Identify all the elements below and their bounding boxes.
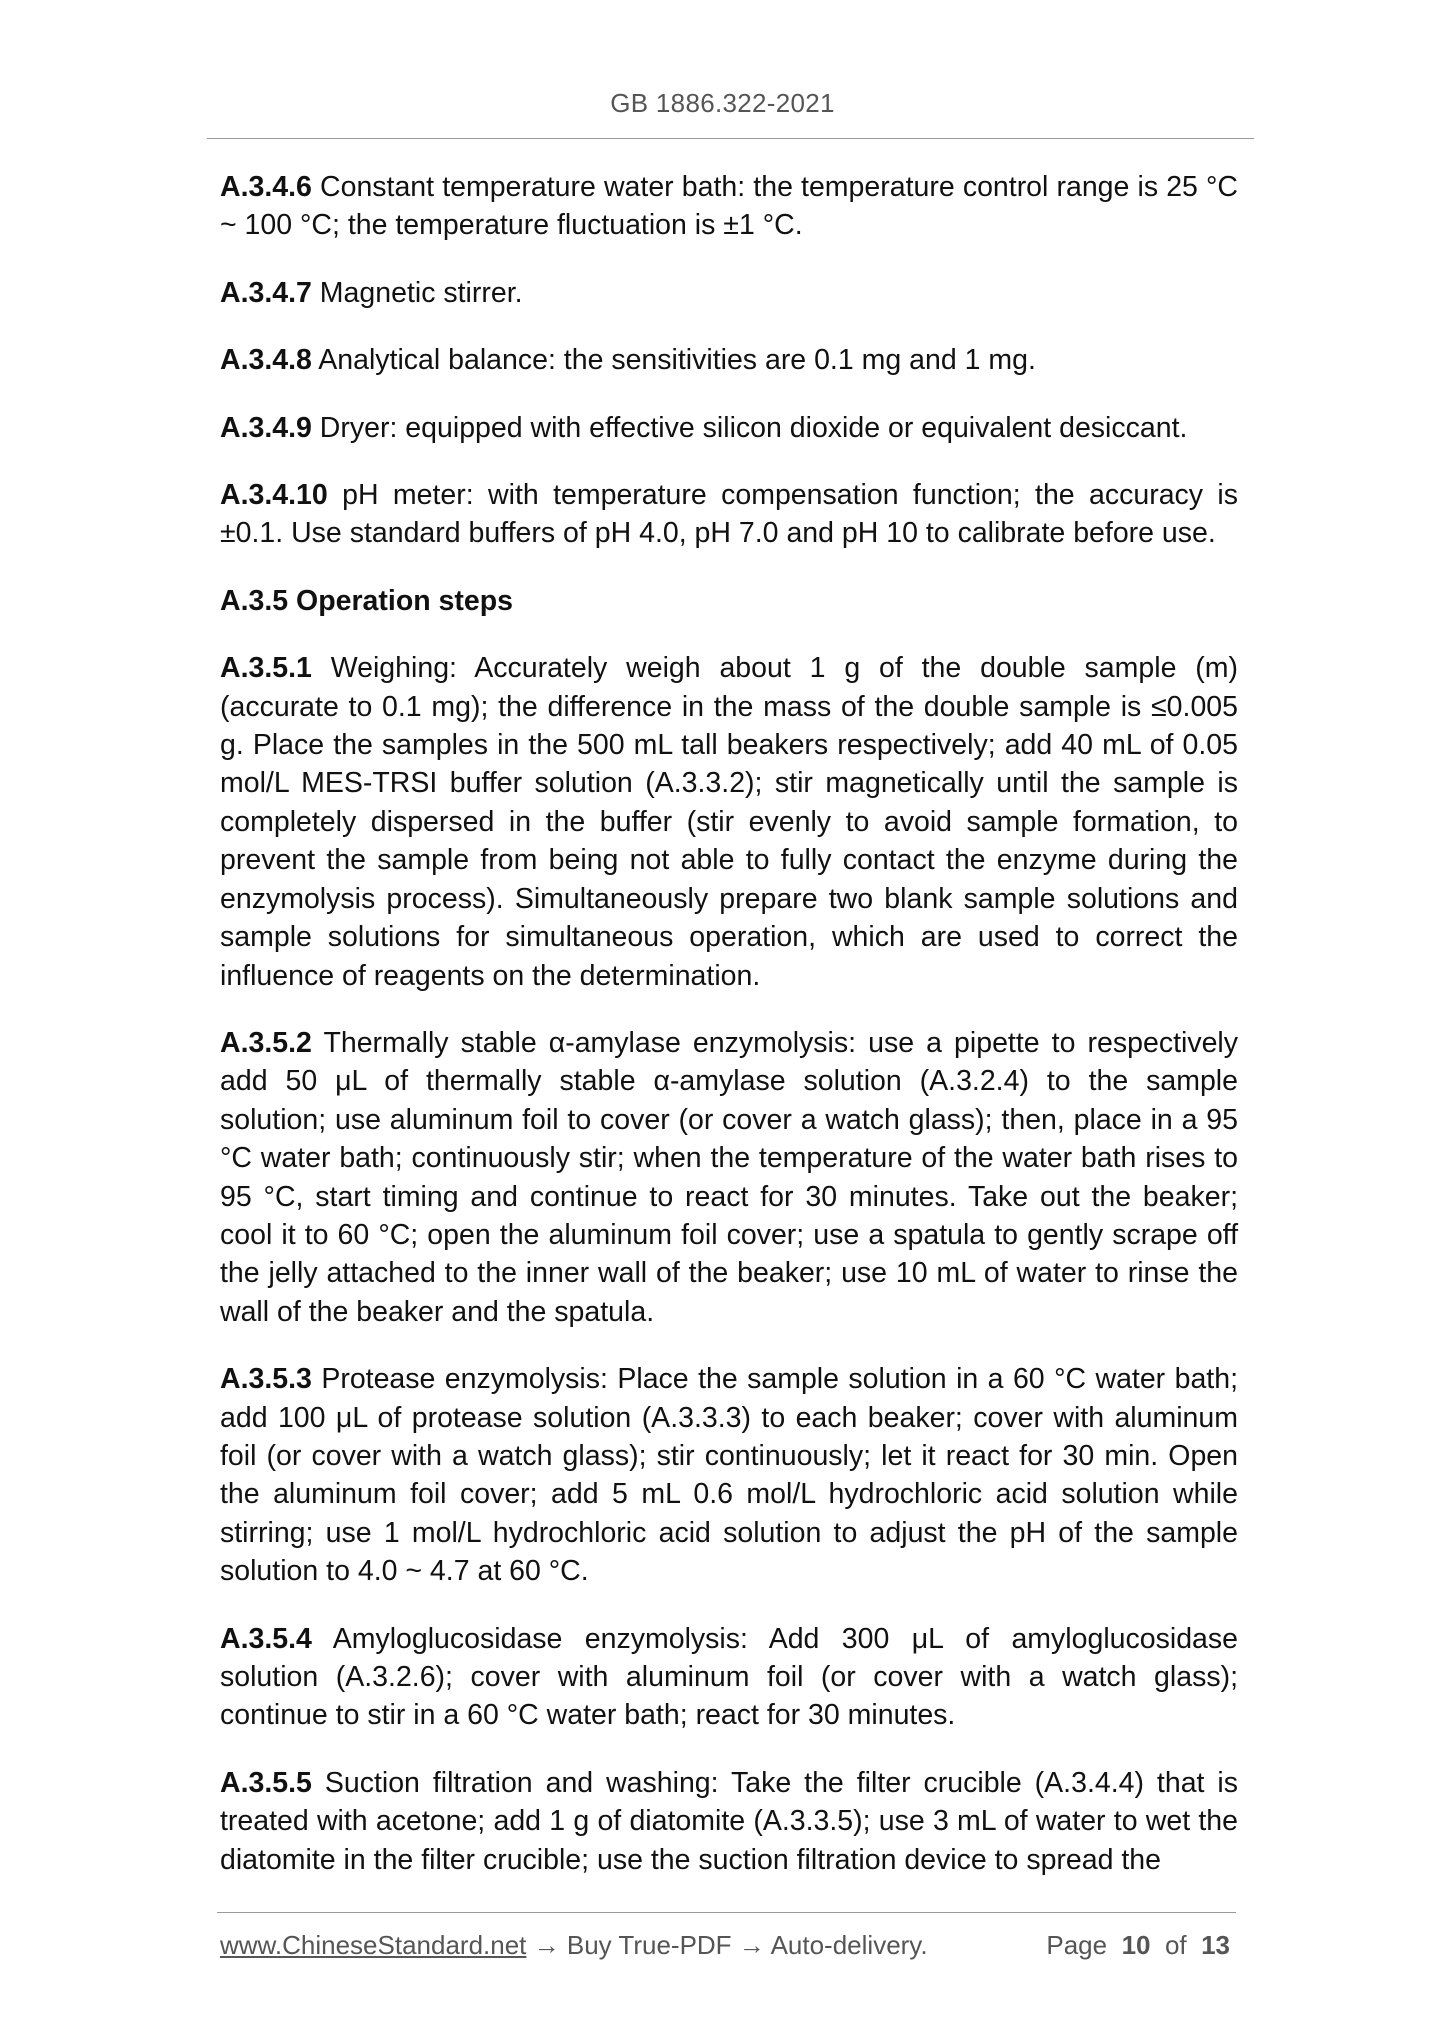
footer-promo-text: → Buy True-PDF → Auto-delivery. bbox=[526, 1930, 928, 1960]
clause-a348 bbox=[220, 341, 1238, 379]
clause-text: pH meter: with temperature compensation function; the accuracy is ±0.1. Use standard buffers of pH 4.0, pH 7.0 and pH 10 to calibrate before use. bbox=[220, 479, 1238, 550]
clause-text: Suction filtration and washing: Take the filter crucible (A.3.4.4) that is treated with acetone; add 1 g of diatomite (A.3.3.5); use 3 mL of water to wet the diatomite in the filter crucible; use the suction filtration device to spread the bbox=[220, 1766, 1238, 1876]
clause-number: A.3.4.6 bbox=[220, 171, 312, 203]
section-heading-operation-steps: A.3.5 Operation steps bbox=[220, 584, 514, 617]
clause-text: Analytical balance: the sensitivities are 0.1 mg and 1 mg. bbox=[311, 344, 1036, 377]
page-total: 13 bbox=[1201, 1930, 1230, 1960]
clause-text: Protease enzymolysis: Place the sample solution in a 60 °C water bath; add 100 μL of protease solution (A.3.3.3) to each beaker; cover with aluminum foil (or cover with a watch glass); stir continuously; let it react for 30 min. Open the aluminum foil cover; add 5 mL 0.6 mol/L hydrochloric acid solution while stirring; use 1 mol/L hydrochloric acid solution to adjust the pH of the sample solution to 4.0 ~ 4.7 at 60 °C. bbox=[220, 1363, 1238, 1588]
clause-a354 bbox=[220, 1620, 1238, 1735]
clause-text: Constant temperature water bath: the temperature control range is 25 °C ~ 100 °C; the temperature fluctuation is ±1 °C. bbox=[220, 171, 1238, 242]
clause-number: A.3.5.5 bbox=[220, 1766, 312, 1799]
footer-divider bbox=[217, 1912, 1236, 1913]
clause-a353 bbox=[220, 1360, 1238, 1590]
clause-number: A.3.4.8 bbox=[220, 344, 312, 377]
footer-promo bbox=[220, 1930, 928, 1961]
clause-a3410 bbox=[220, 476, 1238, 553]
clause-a349 bbox=[220, 409, 1238, 447]
clause-number: A.3.4.9 bbox=[220, 411, 312, 444]
clause-text: Amyloglucosidase enzymolysis: Add 300 μL of amyloglucosidase solution (A.3.2.6); cover with aluminum foil (or cover with a watch glass); continue to stir in a 60 °C water bath; react for 30 minutes. bbox=[220, 1622, 1238, 1732]
clause-number: A.3.5.1 bbox=[220, 652, 312, 685]
document-body bbox=[220, 168, 1238, 1879]
clause-a355 bbox=[220, 1764, 1238, 1879]
clause-a351 bbox=[220, 649, 1238, 995]
page-indicator bbox=[1046, 1930, 1230, 1961]
clause-number: A.3.5.3 bbox=[220, 1363, 312, 1396]
clause-number: A.3.5.4 bbox=[220, 1622, 312, 1655]
clause-a346 bbox=[220, 168, 1238, 245]
document-header-title: GB 1886.322-2021 bbox=[610, 88, 835, 118]
clause-text: Dryer: equipped with effective silicon dioxide or equivalent desiccant. bbox=[311, 411, 1188, 444]
page-of-label: of bbox=[1164, 1930, 1187, 1960]
clause-number: A.3.4.7 bbox=[220, 276, 312, 309]
page-label: Page bbox=[1046, 1930, 1108, 1960]
clause-number: A.3.4.10 bbox=[220, 479, 328, 512]
clause-a352 bbox=[220, 1024, 1238, 1331]
page-current: 10 bbox=[1121, 1930, 1151, 1960]
website-link[interactable]: www.ChineseStandard.net bbox=[220, 1930, 527, 1960]
clause-number: A.3.5.2 bbox=[220, 1026, 312, 1059]
clause-text: Thermally stable α-amylase enzymolysis: use a pipette to respectively add 50 μL of thermally stable α-amylase solution (A.3.2.4) to the sample solution; use aluminum foil to cover (or cover a watch glass); then, place in a 95 °C water bath; continuously stir; when the temperature of the water bath rises to 95 °C, start timing and continue to react for 30 minutes. Take out the beaker; cool it to 60 °C; open the aluminum foil cover; use a spatula to gently scrape off the jelly attached to the inner wall of the beaker; use 10 mL of water to rinse the wall of the beaker and the spatula. bbox=[220, 1026, 1238, 1328]
page-footer bbox=[220, 1930, 1230, 1961]
clause-text: Weighing: Accurately weigh about 1 g of the double sample (m) (accurate to 0.1 mg); the difference in the mass of the double sample is ≤0.005 g. Place the samples in the 500 mL tall beakers respectively; add 40 mL of 0.05 mol/L MES-TRSI buffer solution (A.3.3.2); stir magnetically until the sample is completely dispersed in the buffer (stir evenly to avoid sample formation, to prevent the sample from being not able to fully contact the enzyme during the enzymolysis process). Simultaneously prepare two blank sample solutions and sample solutions for simultaneous operation, which are used to correct the influence of reagents on the determination. bbox=[220, 652, 1238, 992]
header-divider bbox=[207, 138, 1254, 139]
clause-text: Magnetic stirrer. bbox=[311, 276, 523, 309]
clause-a347 bbox=[220, 274, 1238, 312]
